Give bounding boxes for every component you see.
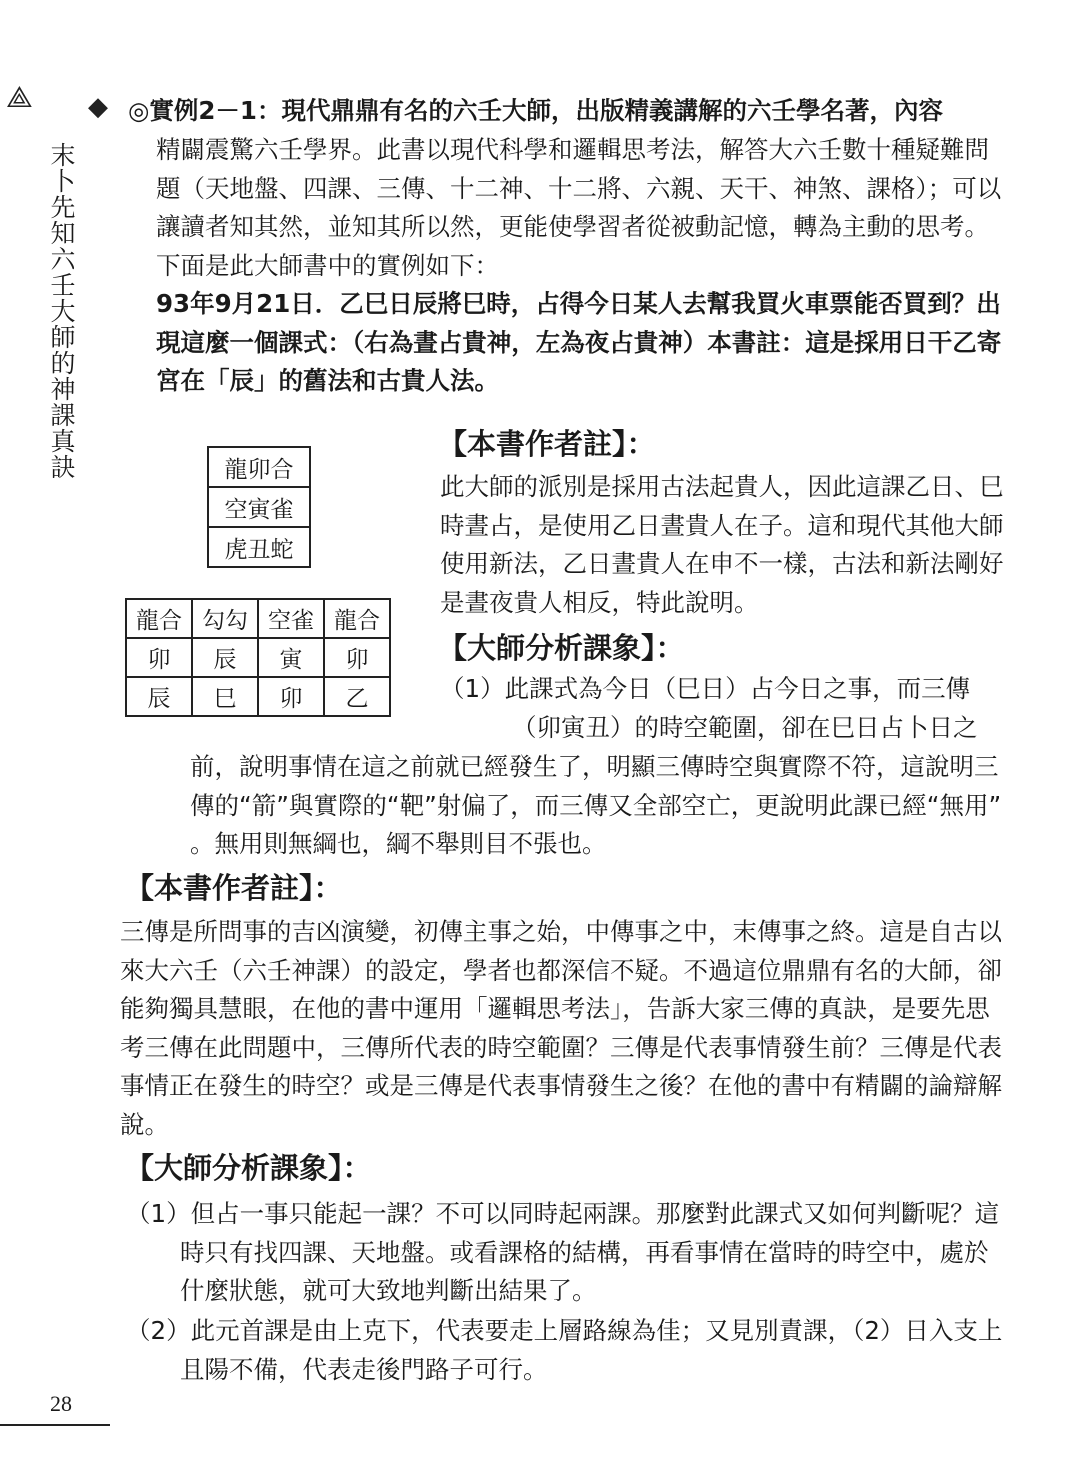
sanchuan-final: 虎丑蛇 — [208, 527, 310, 567]
sike-cell: 空雀 — [258, 599, 324, 638]
sike-cell: 寅 — [258, 638, 324, 677]
analysis2-item2: （2）此元首課是由上克下，代表要走上層路線為佳；又見別責課，（2）日入支上且陽不備，代表走後門路子可行。 — [126, 1316, 1003, 1384]
page-number: 28 — [50, 1391, 72, 1416]
analysis1-line2: （卯寅丑）的時空範圍，卻在巳日占卜日之 — [512, 713, 978, 742]
sanchuan-middle: 空寅雀 — [208, 487, 310, 527]
sike-cell: 辰 — [126, 677, 192, 716]
sanchuan-chart — [207, 446, 311, 568]
footer-rule — [0, 1424, 110, 1426]
sike-chart — [125, 598, 391, 717]
analysis1-text: 前，說明事情在這之前就已經發生了，明顯三傳時空與實際不符，這說明三傳的“箭”與實際的“靶”射偏了，而三傳又全部空亡，更說明此課已經“無用” 。無用則無綱也，綱不舉則目不張也。 — [190, 752, 1002, 858]
sike-cell: 卯 — [126, 638, 192, 677]
note1-text: 此大師的派別是採用古法起貴人，因此這課乙日、巳時晝占，是使用乙日晝貴人在子。這和現代其他大師使用新法，乙日晝貴人在申不一樣，古法和新法剛好是晝夜貴人相反，特此說明。 — [440, 472, 1004, 617]
note1-heading: 【本書作者註】： — [438, 427, 656, 461]
sike-cell: 乙 — [324, 677, 390, 716]
intro-bold-paragraph: 93年9月21日．乙巳日辰將巳時，占得今日某人去幫我買火車票能否買到？出現這麼一個課式：（右為晝占貴神，左為夜占貴神）本書註：這是採用日干乙寄宮在「辰」的舊法和古貴人法。 — [156, 289, 1002, 395]
side-title: 末卜先知六壬大師的神課真訣 — [47, 142, 76, 480]
corner-ink-mark: ⟁ — [6, 80, 33, 115]
sike-cell: 巳 — [192, 677, 258, 716]
sike-cell: 龍合 — [324, 599, 390, 638]
analysis2-item1: （1）但占一事只能起一課？不可以同時起兩課。那麼對此課式又如何判斷呢？這時只有找四課、天地盤。或看課格的結構，再看事情在當時的時空中，處於什麼狀態，就可大致地判斷出結果了。 — [126, 1199, 1000, 1305]
intro-text: 精闢震驚六壬學界。此書以現代科學和邏輯思考法，解答大六壬數十種疑難問題（天地盤、四課、三傳、十二神、十二將、六親、天干、神煞、課格）；可以讓讀者知其然，並知其所以然，更能使學習者從被動記憶，轉為主動的思考。下面是此大師書中的實例如下： — [156, 135, 1002, 280]
bullet-mark-icon: ◆ — [88, 92, 108, 122]
analysis2-heading: 【大師分析課象】： — [125, 1151, 372, 1185]
sanchuan-initial: 龍卯合 — [208, 447, 310, 487]
analysis1-line1: （1）此課式為今日（巳日）占今日之事，而三傳 — [440, 674, 971, 703]
sike-cell: 卯 — [324, 638, 390, 677]
note2-heading: 【本書作者註】： — [125, 871, 343, 905]
intro-line1: ◎實例2－1：現代鼎鼎有名的六壬大師，出版精義講解的六壬學名著，內容 — [128, 96, 943, 125]
analysis1-heading: 【大師分析課象】： — [438, 631, 685, 665]
sike-cell: 勾勾 — [192, 599, 258, 638]
sike-cell: 辰 — [192, 638, 258, 677]
sike-cell: 龍合 — [126, 599, 192, 638]
note2-text: 三傳是所問事的吉凶演變，初傳主事之始，中傳事之中，末傳事之終。這是自古以來大六壬（六壬神課）的設定，學者也都深信不疑。不過這位鼎鼎有名的大師，卻能夠獨具慧眼，在他的書中運用「邏輯思考法」，告訴大家三傳的真訣，是要先思考三傳在此問題中，三傳所代表的時空範圍？三傳是代表事情發生前？三傳是代表事情正在發生的時空？或是三傳是代表事情發生之後？在他的書中有精闢的論辯解說。 — [120, 917, 1002, 1139]
sike-cell: 卯 — [258, 677, 324, 716]
